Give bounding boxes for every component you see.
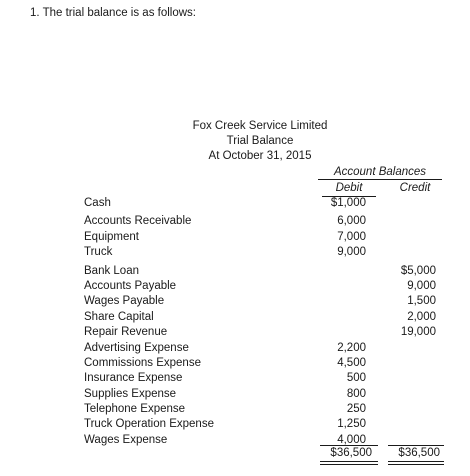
- account-name: Bank Loan: [84, 264, 139, 277]
- account-name: Accounts Payable: [84, 279, 177, 292]
- table-row: [0, 325, 470, 340]
- table-row: [0, 356, 470, 371]
- total-debit: $36,500: [330, 447, 372, 459]
- debit-amount: 6,000: [337, 215, 366, 228]
- credit-double-underline: [388, 461, 444, 465]
- table-row: [0, 310, 470, 325]
- company-name: Fox Creek Service Limited: [192, 120, 328, 132]
- account-name: Wages Expense: [84, 433, 168, 446]
- table-row: [0, 371, 470, 386]
- debit-amount: 4,000: [337, 433, 366, 446]
- debit-amount: 1,250: [337, 418, 366, 431]
- statement-date: At October 31, 2015: [208, 150, 312, 162]
- account-name: Share Capital: [84, 310, 154, 323]
- credit-amount: 19,000: [400, 326, 436, 339]
- account-name: Commissions Expense: [84, 356, 201, 369]
- account-name: Advertising Expense: [84, 341, 189, 354]
- account-balances-heading: Account Balances: [318, 166, 442, 180]
- debit-amount: 4,500: [337, 356, 366, 369]
- table-row: [0, 196, 470, 211]
- account-name: Equipment: [84, 230, 139, 243]
- account-name: Wages Payable: [84, 295, 165, 308]
- debit-amount: 500: [346, 372, 366, 385]
- table-row: [0, 417, 470, 432]
- account-name: Repair Revenue: [84, 326, 168, 339]
- debit-column-header: Debit: [335, 182, 363, 194]
- debit-amount: 800: [346, 387, 366, 400]
- question-text: 1. The trial balance is as follows:: [30, 7, 196, 19]
- debit-amount: 2,200: [337, 341, 366, 354]
- total-credit: $36,500: [398, 447, 440, 459]
- account-name: Accounts Receivable: [84, 215, 192, 228]
- credit-column-header: Credit: [399, 182, 431, 194]
- account-name: Cash: [84, 197, 111, 209]
- account-name: Supplies Expense: [84, 387, 177, 400]
- table-row: [0, 402, 470, 417]
- debit-amount: 9,000: [337, 246, 366, 259]
- credit-amount: 1,500: [407, 295, 436, 308]
- table-row: [0, 264, 470, 279]
- table-row: [0, 387, 470, 402]
- table-row: [0, 230, 470, 245]
- trial-balance-table: [0, 196, 470, 448]
- debit-double-underline: [320, 461, 378, 465]
- debit-amount: 7,000: [337, 230, 366, 243]
- table-row: [0, 245, 470, 260]
- statement-title: Trial Balance: [226, 135, 294, 147]
- credit-amount: 2,000: [407, 310, 436, 323]
- account-name: Truck: [84, 246, 113, 259]
- table-row: [0, 341, 470, 356]
- credit-amount: 9,000: [407, 279, 436, 292]
- account-name: Truck Operation Expense: [84, 418, 214, 431]
- table-row: [0, 279, 470, 294]
- table-row: [0, 214, 470, 229]
- table-row: [0, 294, 470, 309]
- account-name: Insurance Expense: [84, 372, 183, 385]
- account-name: Telephone Expense: [84, 403, 186, 416]
- debit-amount: 250: [346, 403, 366, 416]
- debit-amount: $1,000: [330, 197, 366, 209]
- credit-amount: $5,000: [400, 264, 436, 277]
